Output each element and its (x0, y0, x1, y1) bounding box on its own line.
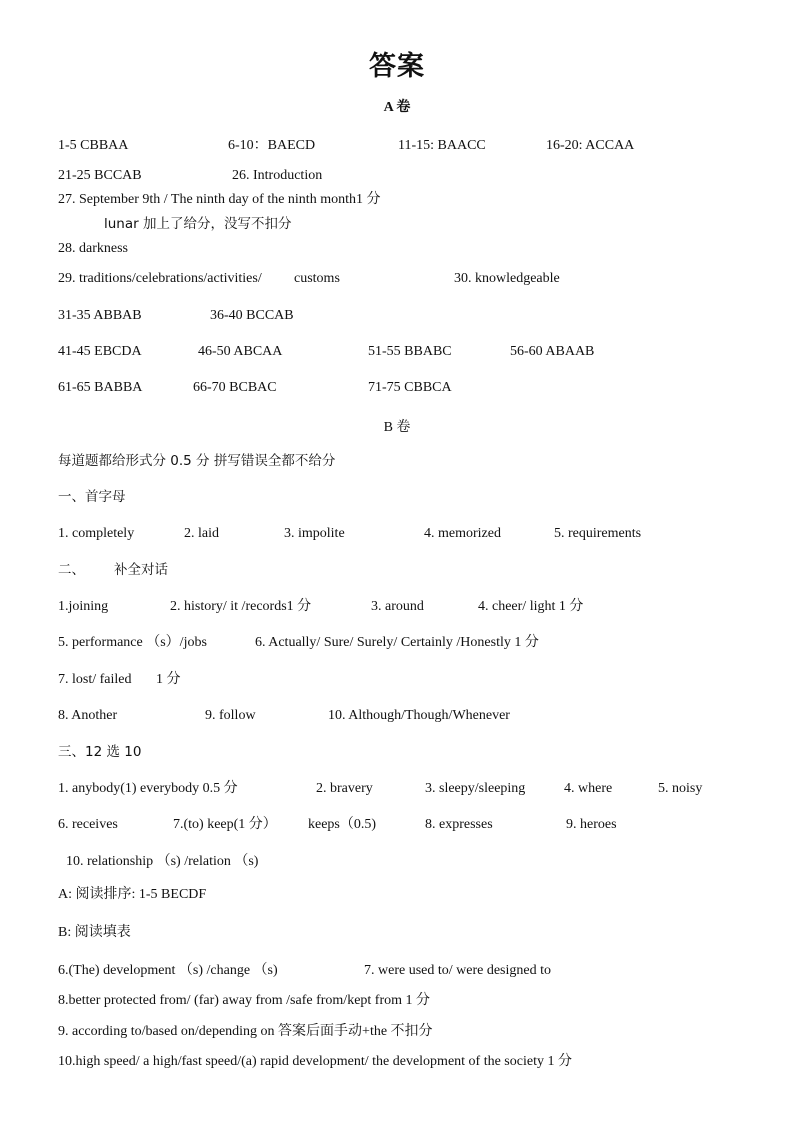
answer-item: 5. performance （s）/jobs (58, 635, 207, 650)
answer-group: 46-50 ABCAA (198, 344, 283, 359)
answer-group: 66-70 BCBAC (193, 380, 277, 395)
part-heading: 补全对话 (114, 562, 168, 578)
answer-item: keeps（0.5) (308, 817, 377, 832)
answer-item: 5. noisy (658, 781, 703, 796)
answer-item: 10. Although/Though/Whenever (328, 708, 510, 723)
answer-item: 4. memorized (424, 526, 501, 541)
answer-item: 8.better protected from/ (far) away from /safe from/kept from 1 分 (58, 993, 431, 1008)
section-b-heading: B 卷 (383, 420, 411, 435)
answer-item: 8. expresses (425, 817, 493, 832)
answer-group: 1-5 CBBAA (58, 138, 129, 153)
answer-item: 9. according to/based on/depending on 答案后面手动+the 不扣分 (58, 1024, 433, 1039)
answer-item: 3. impolite (284, 526, 345, 541)
answer-group: 61-65 BABBA (58, 380, 143, 395)
answer-group: 21-25 BCCAB (58, 168, 142, 183)
answer-item: 7.(to) keep(1 分） (173, 817, 277, 832)
part-heading: B: 阅读填表 (58, 925, 131, 940)
answer-item: 2. history/ it /records1 分 (170, 599, 312, 614)
answer-item: 28. darkness (58, 241, 128, 256)
answer-item: 9. follow (205, 708, 256, 723)
page-title: 答案 (369, 51, 425, 82)
answer-item: 27. September 9th / The ninth day of the ninth month1 分 (58, 192, 381, 207)
answer-item: 29. traditions/celebrations/activities/ (58, 271, 262, 286)
section-a-heading: A 卷 (383, 100, 411, 115)
answer-group: 31-35 ABBAB (58, 308, 142, 323)
answer-group: 6-10：BAECD (228, 138, 316, 153)
answer-item: 3. sleepy/sleeping (425, 781, 526, 796)
answer-item: 6. Actually/ Sure/ Surely/ Certainly /Honestly 1 分 (255, 635, 539, 650)
grading-note: 每道题都给形式分 0.5 分 拼写错误全都不给分 (58, 453, 336, 469)
answer-item: 8. Another (58, 708, 118, 723)
answer-item: 26. Introduction (232, 168, 323, 183)
answer-group: 56-60 ABAAB (510, 344, 595, 359)
part-number: 二、 (58, 562, 85, 578)
answer-item: 1.joining (58, 599, 109, 614)
answer-item: 6.(The) development （s) /change （s) (58, 963, 278, 978)
answer-item: 10. relationship （s) /relation （s) (66, 854, 259, 869)
answer-item: 30. knowledgeable (454, 271, 560, 286)
answer-item: 6. receives (58, 817, 118, 832)
answer-item: 3. around (371, 599, 424, 614)
answer-item: 4. where (564, 781, 613, 796)
answer-group: 16-20: ACCAA (546, 138, 635, 153)
part-heading: 三、12 选 10 (58, 744, 142, 760)
answer-group: 71-75 CBBCA (368, 380, 452, 395)
grading-note: lunar 加上了给分，没写不扣分 (104, 216, 292, 232)
answer-item: 10.high speed/ a high/fast speed/(a) rapid development/ the development of the society 1 分 (58, 1054, 572, 1069)
answer-group: 36-40 BCCAB (210, 308, 294, 323)
reading-a-answer: A: 阅读排序: 1-5 BECDF (58, 887, 207, 902)
answer-group: 41-45 EBCDA (58, 344, 142, 359)
part-heading: 一、首字母 (58, 489, 126, 505)
answer-group: 11-15: BAACC (398, 138, 486, 153)
answer-item: 5. requirements (554, 526, 642, 541)
score-note: 1 分 (156, 672, 181, 687)
answer-item: 9. heroes (566, 817, 617, 832)
answer-item: customs (294, 271, 340, 286)
answer-item: 4. cheer/ light 1 分 (478, 599, 584, 614)
answer-item: 7. were used to/ were designed to (364, 963, 551, 978)
answer-item: 1. anybody(1) everybody 0.5 分 (58, 781, 238, 796)
answer-item: 2. bravery (316, 781, 373, 796)
answer-item: 7. lost/ failed (58, 672, 132, 687)
answer-item: 2. laid (184, 526, 219, 541)
answer-item: 1. completely (58, 526, 135, 541)
answer-group: 51-55 BBABC (368, 344, 452, 359)
